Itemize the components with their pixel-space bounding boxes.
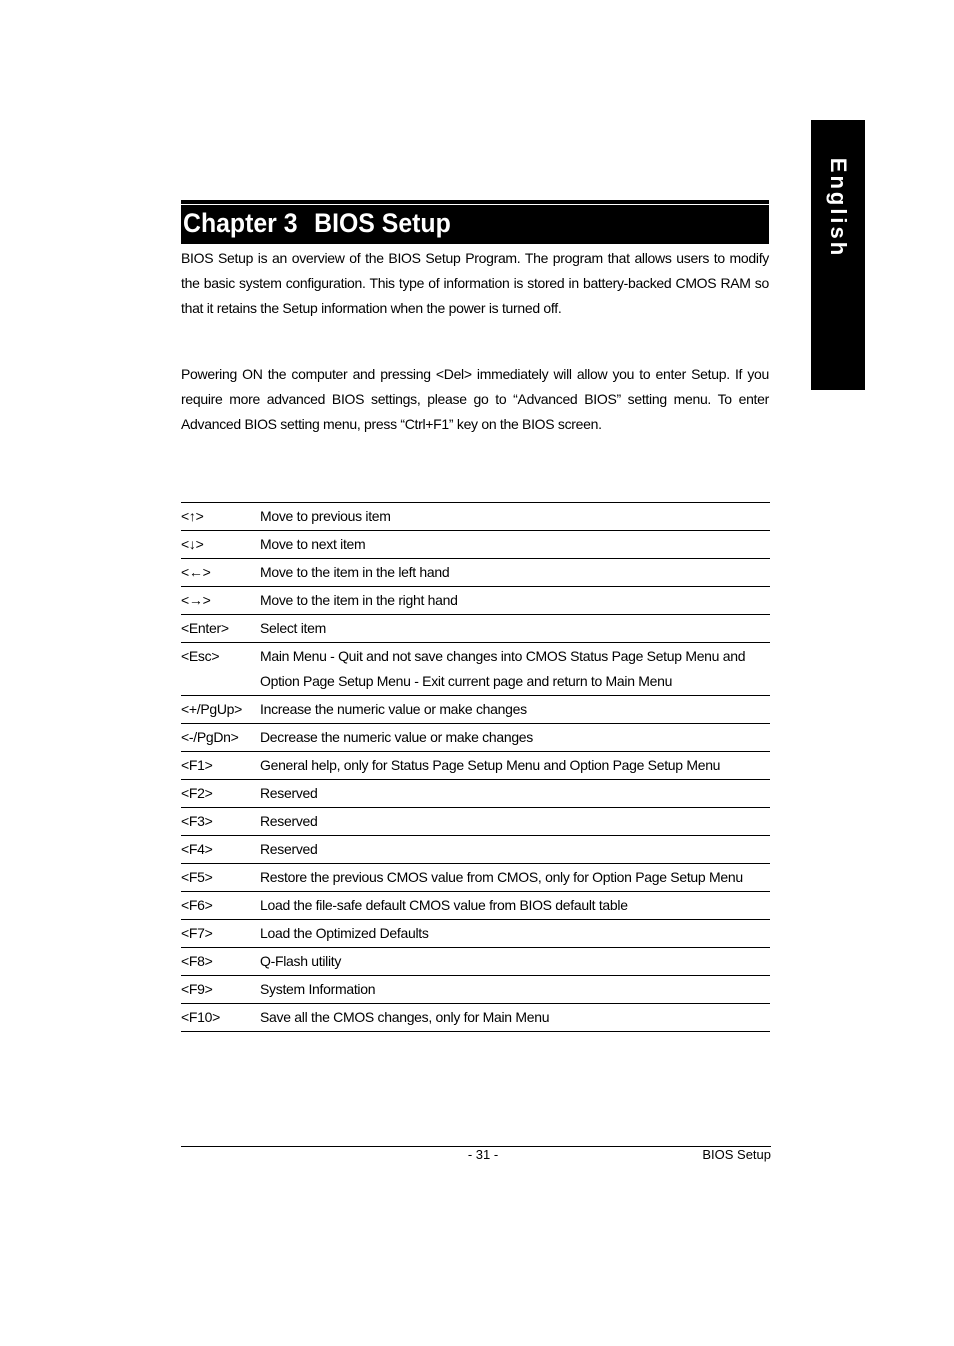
table-row <box>181 836 770 864</box>
chapter-number: Chapter 3 <box>183 208 298 238</box>
table-row <box>181 559 770 587</box>
table-row <box>181 503 770 531</box>
description-cell: Reserved <box>260 841 318 857</box>
key-cell: <F8> <box>181 953 213 969</box>
table-row <box>181 808 770 836</box>
control-keys-table <box>181 502 770 1032</box>
language-tab-label: English <box>826 157 851 259</box>
description-cell: Q-Flash utility <box>260 953 342 969</box>
intro-paragraph: BIOS Setup is an overview of the BIOS Setup Program. The program that allows users to modify the basic system configuration. This type of information is stored in battery-backed CMOS RAM so that it retains the Setup information when the power is turned off. <box>181 250 769 316</box>
description-cell: General help, only for Status Page Setup Menu and Option Page Setup Menu <box>260 757 721 773</box>
key-cell: <→> <box>181 592 211 608</box>
table-row <box>181 920 770 948</box>
table-row <box>181 948 770 976</box>
table-row <box>181 643 770 696</box>
chapter-heading <box>183 205 451 241</box>
table-row <box>181 892 770 920</box>
table-row <box>181 1004 770 1032</box>
key-cell: <-/PgDn> <box>181 729 239 745</box>
description-cell: Increase the numeric value or make changes <box>260 701 527 717</box>
key-cell: <←> <box>181 564 211 580</box>
language-tab <box>811 120 865 390</box>
key-cell: <↑> <box>181 508 204 524</box>
enter-setup-paragraph: Powering ON the computer and pressing <Del> immediately will allow you to enter Setup. If you require more advanced BIOS settings, please go to “Advanced BIOS” setting menu. To enter Advanced BIOS setting menu, press “Ctrl+F1” key on the BIOS screen. <box>181 366 769 432</box>
table-row <box>181 587 770 615</box>
table-row <box>181 976 770 1004</box>
description-cell: Save all the CMOS changes, only for Main Menu <box>260 1009 550 1025</box>
description-cell: Move to next item <box>260 536 366 552</box>
page-number: - 31 - <box>467 1147 499 1162</box>
key-cell: <F9> <box>181 981 213 997</box>
table-row <box>181 615 770 643</box>
table-row <box>181 780 770 808</box>
footer-section-title: BIOS Setup <box>702 1147 771 1162</box>
key-cell: <F7> <box>181 925 213 941</box>
description-cell: Restore the previous CMOS value from CMOS, only for Option Page Setup Menu <box>260 869 743 885</box>
description-cell: Reserved <box>260 813 318 829</box>
key-cell: <Esc> <box>181 648 220 664</box>
description-cell: Reserved <box>260 785 318 801</box>
table-row <box>181 864 770 892</box>
description-cell: Move to the item in the left hand <box>260 564 450 580</box>
description-cell: Decrease the numeric value or make changes <box>260 729 533 745</box>
description-cell: Load the file-safe default CMOS value from BIOS default table <box>260 897 628 913</box>
chapter-title: BIOS Setup <box>314 208 451 238</box>
description-cell: Main Menu - Quit and not save changes into CMOS Status Page Setup Menu and Option Page Setup Menu - Exit current page and return to Main Menu <box>260 648 746 689</box>
description-cell: Select item <box>260 620 326 636</box>
table-row <box>181 724 770 752</box>
description-cell: System Information <box>260 981 376 997</box>
key-cell: <F2> <box>181 785 213 801</box>
key-cell: <↓> <box>181 536 204 552</box>
description-cell: Move to previous item <box>260 508 391 524</box>
key-cell: <+/PgUp> <box>181 701 243 717</box>
key-cell: <F5> <box>181 869 213 885</box>
table-row <box>181 752 770 780</box>
description-cell: Load the Optimized Defaults <box>260 925 429 941</box>
table-row <box>181 696 770 724</box>
key-cell: <Enter> <box>181 620 229 636</box>
key-cell: <F1> <box>181 757 213 773</box>
key-cell: <F4> <box>181 841 213 857</box>
description-cell: Move to the item in the right hand <box>260 592 458 608</box>
key-cell: <F6> <box>181 897 213 913</box>
key-cell: <F10> <box>181 1009 220 1025</box>
table-row <box>181 531 770 559</box>
chapter-heading-bar <box>181 200 769 244</box>
key-cell: <F3> <box>181 813 213 829</box>
